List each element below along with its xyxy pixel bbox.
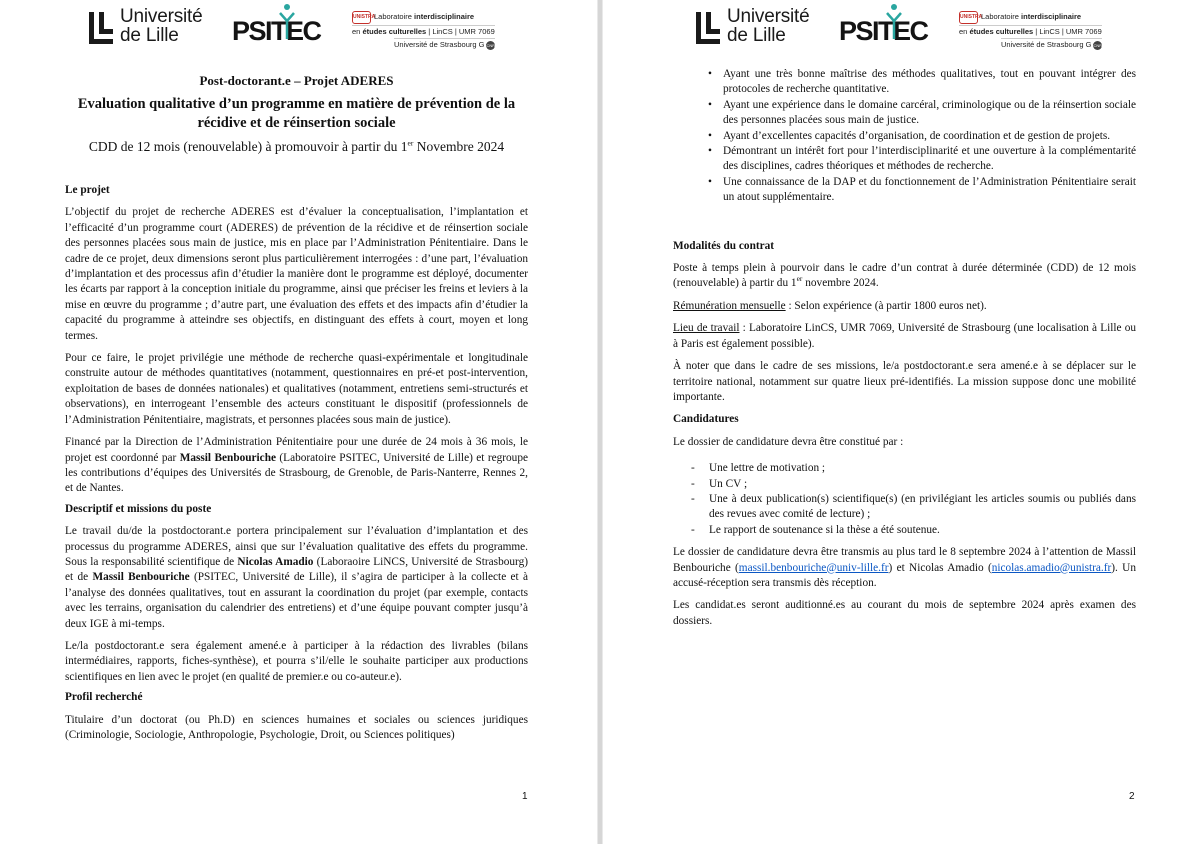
email-link-amadio[interactable]: nicolas.amadio@unistra.fr (991, 561, 1112, 574)
text-run: Poste à temps plein à pourvoir dans le cadre d’un contrat à durée déterminée (CDD) de 12 mois (renouvelable) à partir du 1 (673, 262, 1136, 290)
paragraph-auditions: Les candidat.es seront auditionné.es au courant du mois de septembre 2024 après examen des dossiers. (673, 599, 1136, 627)
lincs-text: études culturelles (362, 27, 427, 36)
remuneration-value: : Selon expérience (à partir 1800 euros net). (785, 299, 987, 312)
psitec-logo (232, 6, 321, 50)
person-name: Nicolas Amadio (237, 555, 314, 568)
universite-de-lille-logo (695, 8, 825, 48)
person-name: Massil Benbouriche (179, 451, 276, 464)
text-run: ) et Nicolas Amadio ( (888, 561, 992, 574)
contract-text: CDD de 12 mois (renouvelable) à promouvoir à partir du 1 (88, 139, 408, 154)
section-heading-projet: Le projet (65, 184, 110, 196)
lincs-text: interdisciplinaire (1021, 12, 1082, 21)
paragraph-projet-2: Pour ce faire, le projet privilégie une méthode de recherche quasi-expérimentale et longitudinale construite autour de méthodes quantitatives (notamment, questionnaires en pré-et post-intervention, exploitation de bases de données nationales) et qualitatives (notamment, entretiens semi-structurés et observations), en interrogeant l’ensemble des acteurs constituant le dispositif (professionnels de l’Administration Pénitentiaire, magistrats, et personnes placées sous main de justice). (65, 352, 528, 426)
paragraph-envoi (673, 545, 1136, 591)
lincs-text: études culturelles (969, 27, 1034, 36)
cnrs-icon: CNRS (486, 42, 498, 48)
unistra-badge: UNISTRA (959, 11, 978, 24)
psitec-figure-icon (277, 3, 297, 43)
page-divider (598, 0, 602, 844)
ulille-mark-icon (88, 11, 114, 45)
lieu-label: Lieu de travail (673, 322, 740, 335)
person-name: Massil Benbouriche (92, 571, 190, 584)
lincs-logo: UNISTRA Laboratoire interdisciplinaire en études culturelles | LinCS | UMR 7069 Université de Strasbourg G CNRS (352, 12, 498, 49)
list-item: • Démontrant un intérêt fort pour l’interdisciplinarité et une ouverture à la complémentarité des disciplines, cadres théoriques et méthodes de recherche. (723, 144, 1136, 175)
text-run: Le travail du/de la postdoctorant.e portera principalement sur l’évaluation d’implantation et des processus du programme ADERES, ainsi que sur l’évaluation qualitative des effets du programme. Sous la responsabilité scientifique de (65, 525, 528, 568)
lincs-text: en (959, 27, 968, 36)
list-item: • Ayant une très bonne maîtrise des méthodes qualitatives, tout en pouvant intégrer des protocoles de recherche quantitative. (723, 67, 1136, 98)
section-heading-profil: Profil recherché (65, 691, 143, 704)
page-title: Post-doctorant.e – Projet ADERES (199, 73, 394, 88)
ulille-line2: de Lille (120, 25, 179, 46)
documents-list (673, 461, 1136, 538)
lincs-text: en (352, 27, 361, 36)
psitec-text: PSITEC (839, 16, 928, 46)
paragraph-profil: Titulaire d’un doctorat (ou Ph.D) en sciences humaines et sociales ou sciences juridiques (Criminologie, Sociologie, Anthropologie, Psychologie, Droit, ou Sciences politiques) (65, 713, 528, 741)
psitec-figure-icon (884, 3, 904, 43)
contract-sup: er (407, 138, 414, 148)
list-item: • Ayant une expérience dans le domaine carcéral, criminologique ou de la réinsertion sociale des personnes placées sous main de justice. (723, 98, 1136, 129)
page-number: 2 (1129, 791, 1135, 802)
paragraph-lieu (673, 321, 1136, 352)
text-run: (PSITEC, Université de Lille), il s’agira de participer à la collecte et à l’analyse des données qualitatives, tout en assurant la coordination du projet (par exemple, contacts avec les terrains, organisation du calendrier des entretiens) et d’une équipe pouvant compter jusqu’à deux IGE à mi-temps. (65, 571, 529, 630)
lincs-text: G (1085, 40, 1092, 49)
paragraph-missions-1 (65, 524, 528, 632)
list-item: - Une à deux publication(s) scientifique(s) (en privilégiant les articles soumis ou publiés dans des revues avec comité de lecture) ; (709, 492, 1136, 523)
page1-header-block (65, 72, 528, 156)
psitec-logo (839, 6, 928, 50)
lincs-text: LinCS | UMR 7069 (432, 27, 495, 36)
page-number: 1 (522, 791, 528, 802)
text-run: novembre 2024. (802, 277, 879, 290)
email-link-benbouriche[interactable]: massil.benbouriche@univ-lille.fr (738, 561, 889, 574)
text-run: (Laboraoire LiNCS, Université de Strasbourg) et de (65, 555, 528, 584)
sup-text: er (796, 274, 803, 284)
lincs-text: G (478, 40, 485, 49)
paragraph-projet-1: L’objectif du projet de recherche ADERES est d’évaluer la conceptualisation, l’implantation et l’efficacité d’un programme court (ADERES) de prévention de la récidive et de réinsertion sociale des personnes placées sous main de justice, mis en place par l’Administration Pénitentiaire. Dans le cadre de ce projet, deux dimensions seront plus particulièrement interrogées : d’une part, l’évaluation d’implantation et des processus afin d’étudier la manière dont le programme est déployé, documenter les écarts par rapport à la conception initiale du programme, ainsi que préciser les freins et leviers à la mise en œuvre du programme ; d’autre part, une évaluation des effets et des impacts afin d’étudier la capacité du programme à atteindre ses objectifs, en distinguant des effets à court, moyen et long termes. (65, 206, 528, 342)
lincs-text: LinCS | UMR 7069 (1039, 27, 1102, 36)
document-page-2 (603, 0, 1200, 844)
paragraph-missions-2: Le/la postdoctorant.e sera également amené.e à participer à la rédaction des livrables (bilans intermédiaires, rapports, fiches-synthèse), et pourra s’il/elle le souhaite participer aux productions scientifiques en lien avec le projet (en qualité de premier.e ou co-auteur.e). (65, 639, 528, 683)
list-item: - Une lettre de motivation ; (709, 461, 1136, 476)
list-item: - Le rapport de soutenance si la thèse a été soutenue. (709, 523, 1136, 538)
paragraph-candidatures-intro: Le dossier de candidature devra être constitué par : (673, 435, 904, 448)
contract-text-end: Novembre 2024 (413, 139, 505, 154)
paragraph-contrat (673, 261, 1136, 292)
paragraph-projet-3 (65, 435, 528, 497)
section-heading-contrat: Modalités du contrat (673, 239, 775, 252)
lincs-logo: UNISTRA Laboratoire interdisciplinaire en études culturelles | LinCS | UMR 7069 Université de Strasbourg G CNRS (959, 12, 1105, 49)
list-item: - Un CV ; (709, 477, 1136, 492)
unistra-badge: UNISTRA (352, 11, 371, 24)
text-run: Financé par la Direction de l’Administration Pénitentiaire pour une durée de 24 mois à 36 mois, le projet est coordonné par (65, 436, 528, 464)
text-run: ). Un accusé-réception sera transmis dès réception. (673, 561, 1136, 589)
ulille-mark-icon (695, 11, 721, 45)
lieu-value: : Laboratoire LinCS, UMR 7069, Université de Strasbourg (une localisation à Lille ou à Paris est également possible). (673, 322, 1136, 350)
remuneration-label: Rémunération mensuelle (673, 299, 786, 312)
lincs-text: interdisciplinaire (414, 12, 475, 21)
list-item: • Ayant d’excellentes capacités d’organisation, de coordination et de gestion de projets. (723, 129, 1136, 144)
section-heading-candidatures: Candidatures (673, 413, 739, 426)
document-page-1 (0, 0, 597, 844)
universite-de-lille-logo (88, 8, 218, 48)
paragraph-remuneration (673, 299, 1136, 314)
ulille-line1: Université (727, 6, 810, 27)
text-run: Le dossier de candidature devra être transmis au plus tard le 8 septembre 2024 à l’attention de Massil Benbouriche ( (673, 546, 1136, 574)
page-subtitle: Evaluation qualitative d’un programme en matière de prévention de la récidive et de réinsertion sociale (77, 96, 516, 131)
ulille-line1: Université (120, 6, 203, 27)
paragraph-mobilite: À noter que dans le cadre de ses missions, le/a postdoctorant.e sera amené.e à se déplacer sur le territoire national, notamment sur quatre lieux pré-identifiés. La mission suppose donc une mobilité importante. (673, 360, 1136, 403)
page1-body (65, 183, 528, 743)
page2-body (673, 67, 1136, 629)
lincs-text: Laboratoire (374, 12, 412, 21)
profile-bullet-list (673, 67, 1136, 206)
contract-line (65, 138, 528, 156)
lincs-text: Laboratoire (981, 12, 1019, 21)
cnrs-icon: CNRS (1093, 42, 1105, 48)
lincs-text: Université de Strasbourg (1001, 40, 1084, 49)
text-run: (Laboratoire PSITEC, Université de Lille) et regroupe les contributions d’équipes des Universités de Strasbourg, de Grenoble, de Paris-Nanterre, Rennes 2, et de Nantes. (65, 451, 528, 495)
list-item: • Une connaissance de la DAP et du fonctionnement de l’Administration Pénitentiaire serait un atout supplémentaire. (723, 175, 1136, 206)
section-heading-missions: Descriptif et missions du poste (65, 502, 212, 515)
lincs-text: Université de Strasbourg (394, 40, 477, 49)
psitec-text: PSITEC (232, 16, 321, 46)
ulille-line2: de Lille (727, 25, 786, 46)
